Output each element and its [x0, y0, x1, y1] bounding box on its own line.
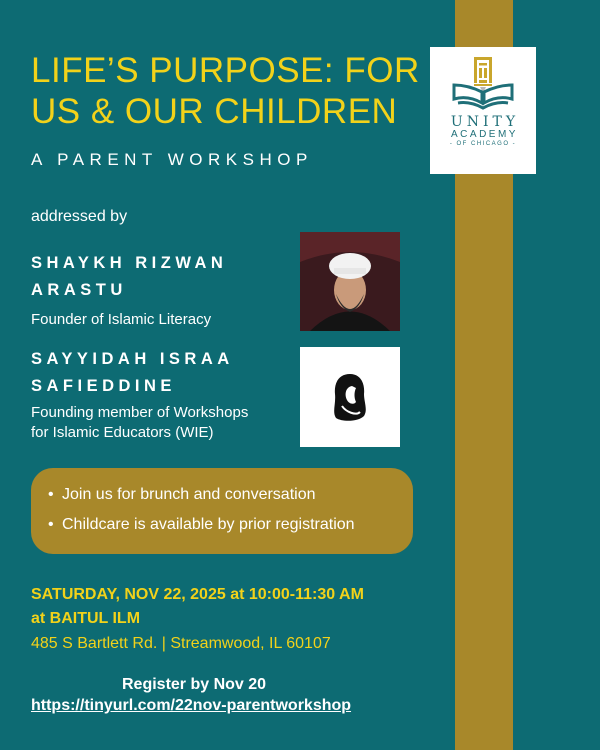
- speaker-1-name-line1: SHAYKH RIZWAN: [31, 254, 228, 272]
- highlight-item: [31, 510, 413, 540]
- bullet-icon: •: [48, 516, 54, 533]
- speaker-1-name-line2: ARASTU: [31, 281, 127, 299]
- highlight-text: Childcare is available by prior registration: [62, 516, 355, 533]
- logo-subname: ACADEMY: [451, 129, 518, 140]
- logo-tagline: - OF CHICAGO -: [449, 141, 517, 147]
- speaker-2-role-line2: for Islamic Educators (WIE): [31, 424, 214, 441]
- registration-link[interactable]: https://tinyurl.com/22nov-parentworkshop: [31, 697, 352, 714]
- highlights-list: [31, 468, 413, 540]
- speaker-1-name: [31, 250, 296, 304]
- highlights-box: [31, 468, 413, 554]
- highlight-item: [31, 480, 413, 510]
- event-venue: at BAITUL ILM: [31, 610, 141, 627]
- speaker-2-placeholder: [300, 347, 400, 447]
- speaker-2-name-line1: SAYYIDAH ISRAA: [31, 350, 234, 368]
- speaker-2-name: [31, 346, 296, 400]
- highlight-text: Join us for brunch and conversation: [62, 486, 316, 503]
- speaker-portrait-icon: [300, 232, 400, 331]
- speaker-2-role: [31, 403, 296, 443]
- event-date-time: SATURDAY, NOV 22, 2025 at 10:00-11:30 AM: [31, 586, 364, 603]
- logo-name: UNITY: [450, 114, 520, 130]
- speaker-photo: [300, 232, 400, 331]
- hijab-woman-silhouette-icon: [330, 372, 370, 422]
- speaker-1-role: Founder of Islamic Literacy: [31, 311, 212, 328]
- register-deadline: Register by Nov 20: [122, 676, 267, 693]
- unity-academy-logo: [430, 47, 536, 174]
- open-book-calligraphy-icon: [448, 55, 518, 113]
- event-address: 485 S Bartlett Rd. | Streamwood, IL 60107: [31, 635, 331, 652]
- speaker-2-name-line2: SAFIEDDINE: [31, 377, 176, 395]
- workshop-subtitle: A PARENT WORKSHOP: [31, 150, 313, 169]
- speaker-2-role-line1: Founding member of Workshops: [31, 404, 249, 421]
- bullet-icon: •: [48, 486, 54, 503]
- workshop-title: LIFE’S PURPOSE: FOR US & OUR CHILDREN: [31, 51, 420, 131]
- addressed-by-label: addressed by: [31, 208, 128, 225]
